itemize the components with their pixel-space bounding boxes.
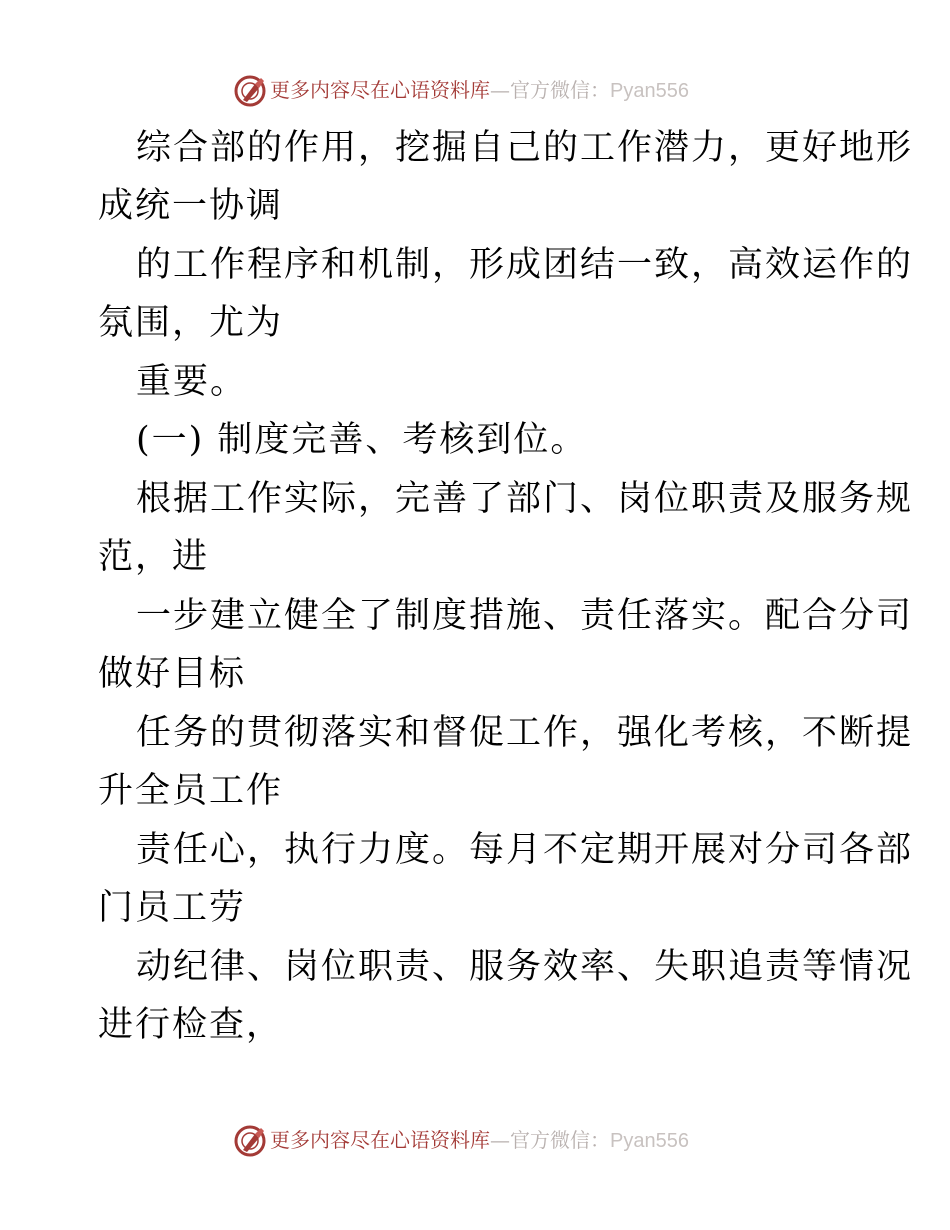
text-line: 责任心，执行力度。每月不定期开展对分司各部 bbox=[136, 830, 914, 870]
text-line: 范，进 bbox=[98, 537, 210, 577]
section-heading: (一) 制度完善、考核到位。 bbox=[136, 420, 588, 460]
watermark-wechat-label: 官方微信： bbox=[510, 1128, 610, 1152]
text-line: 根据工作实际，完善了部门、岗位职责及服务规 bbox=[136, 479, 914, 519]
text-line: 升全员工作 bbox=[98, 771, 284, 811]
footer-watermark bbox=[0, 1120, 950, 1160]
text-line: 重要。 bbox=[136, 362, 248, 402]
text-line: 做好目标 bbox=[98, 654, 247, 694]
watermark-site-text: 更多内容尽在心语资料库 bbox=[270, 1128, 490, 1152]
text-line: 动纪律、岗位职责、服务效率、失职追责等情况 bbox=[136, 947, 914, 987]
watermark-dash: — bbox=[490, 1128, 510, 1152]
text-line: 综合部的作用，挖掘自己的工作潜力，更好地形 bbox=[136, 128, 914, 168]
watermark-wechat-label: 官方微信： bbox=[510, 78, 610, 102]
text-line: 成统一协调 bbox=[98, 186, 284, 226]
text-line: 一步建立健全了制度措施、责任落实。配合分司 bbox=[136, 596, 914, 636]
pen-nib-circle-icon bbox=[233, 1124, 267, 1158]
text-line: 进行检查， bbox=[98, 1005, 284, 1045]
text-line: 的工作程序和机制，形成团结一致，高效运作的 bbox=[136, 245, 914, 285]
watermark-site-text: 更多内容尽在心语资料库 bbox=[270, 78, 490, 102]
watermark-text bbox=[270, 1127, 689, 1154]
text-line: 门员工劳 bbox=[98, 888, 247, 928]
text-line: 氛围，尤为 bbox=[98, 303, 284, 343]
watermark-dash: — bbox=[490, 78, 510, 102]
watermark-account: Pyan556 bbox=[610, 1130, 689, 1152]
text-line: 任务的贯彻落实和督促工作，强化考核，不断提 bbox=[136, 713, 914, 753]
watermark-account: Pyan556 bbox=[610, 80, 689, 102]
